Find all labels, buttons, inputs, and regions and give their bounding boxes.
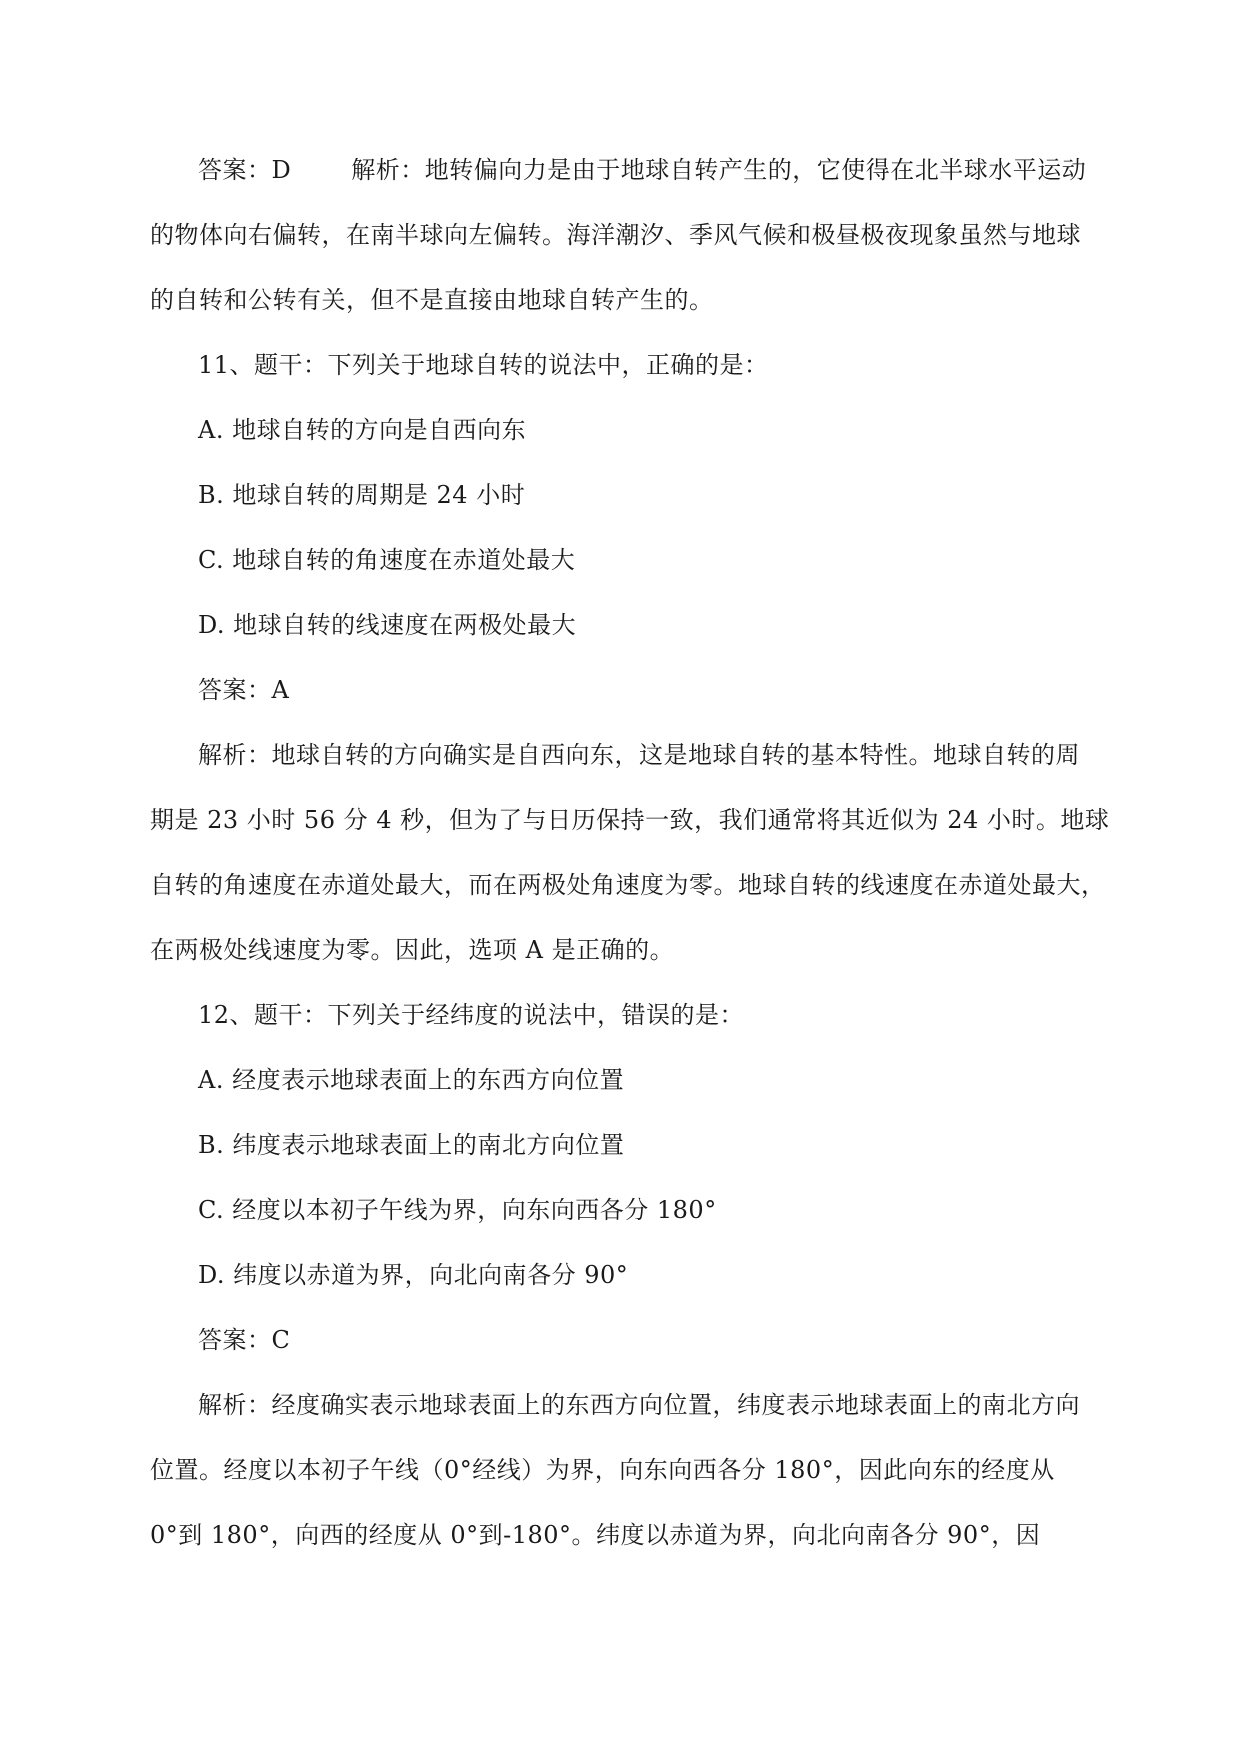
q11-answer: 答案：A [198, 676, 290, 704]
q11-analysis-line-3: 自转的角速度在赤道处最大，而在两极处角速度为零。地球自转的线速度在赤道处最大， [150, 871, 1106, 899]
prev-analysis-line-2: 的物体向右偏转，在南半球向左偏转。海洋潮汐、季风气候和极昼极夜现象虽然与地球 [150, 221, 1081, 249]
q12-analysis-line-1: 解析：经度确实表示地球表面上的东西方向位置，纬度表示地球表面上的南北方向 [198, 1391, 1080, 1419]
q12-analysis-line-3: 0°到 180°，向西的经度从 0°到-180°。纬度以赤道为界，向北向南各分 90°，因 [150, 1521, 1041, 1549]
q12-option-d: D. 纬度以赤道为界，向北向南各分 90° [198, 1261, 629, 1289]
q11-option-b: B. 地球自转的周期是 24 小时 [198, 481, 526, 509]
prev-analysis-start: 解析：地转偏向力是由于地球自转产生的，它使得在北半球水平运动 [351, 156, 1087, 184]
q11-analysis-line-1: 解析：地球自转的方向确实是自西向东，这是地球自转的基本特性。地球自转的周 [198, 741, 1080, 769]
q12-option-b: B. 纬度表示地球表面上的南北方向位置 [198, 1131, 625, 1159]
q11-option-a: A. 地球自转的方向是自西向东 [198, 416, 527, 444]
q11-option-c: C. 地球自转的角速度在赤道处最大 [198, 546, 576, 574]
q11-option-d: D. 地球自转的线速度在两极处最大 [198, 611, 577, 639]
q12-analysis-line-2: 位置。经度以本初子午线（0°经线）为界，向东向西各分 180°，因此向东的经度从 [150, 1456, 1055, 1484]
document-content [150, 138, 1110, 1568]
prev-analysis-line-3: 的自转和公转有关，但不是直接由地球自转产生的。 [150, 286, 714, 314]
q12-answer: 答案：C [198, 1326, 291, 1354]
q11-stem: 11、题干：下列关于地球自转的说法中，正确的是： [198, 351, 769, 379]
q11-analysis-line-4: 在两极处线速度为零。因此，选项 A 是正确的。 [150, 936, 675, 964]
q12-option-c: C. 经度以本初子午线为界，向东向西各分 180° [198, 1196, 717, 1224]
prev-answer-label: 答案：D [198, 156, 292, 184]
q11-analysis-line-2: 期是 23 小时 56 分 4 秒，但为了与日历保持一致，我们通常将其近似为 24 小时。地球 [150, 806, 1110, 834]
q12-stem: 12、题干：下列关于经纬度的说法中，错误的是： [198, 1001, 745, 1029]
prev-answer-line [150, 138, 1090, 203]
q12-option-a: A. 经度表示地球表面上的东西方向位置 [198, 1066, 625, 1094]
